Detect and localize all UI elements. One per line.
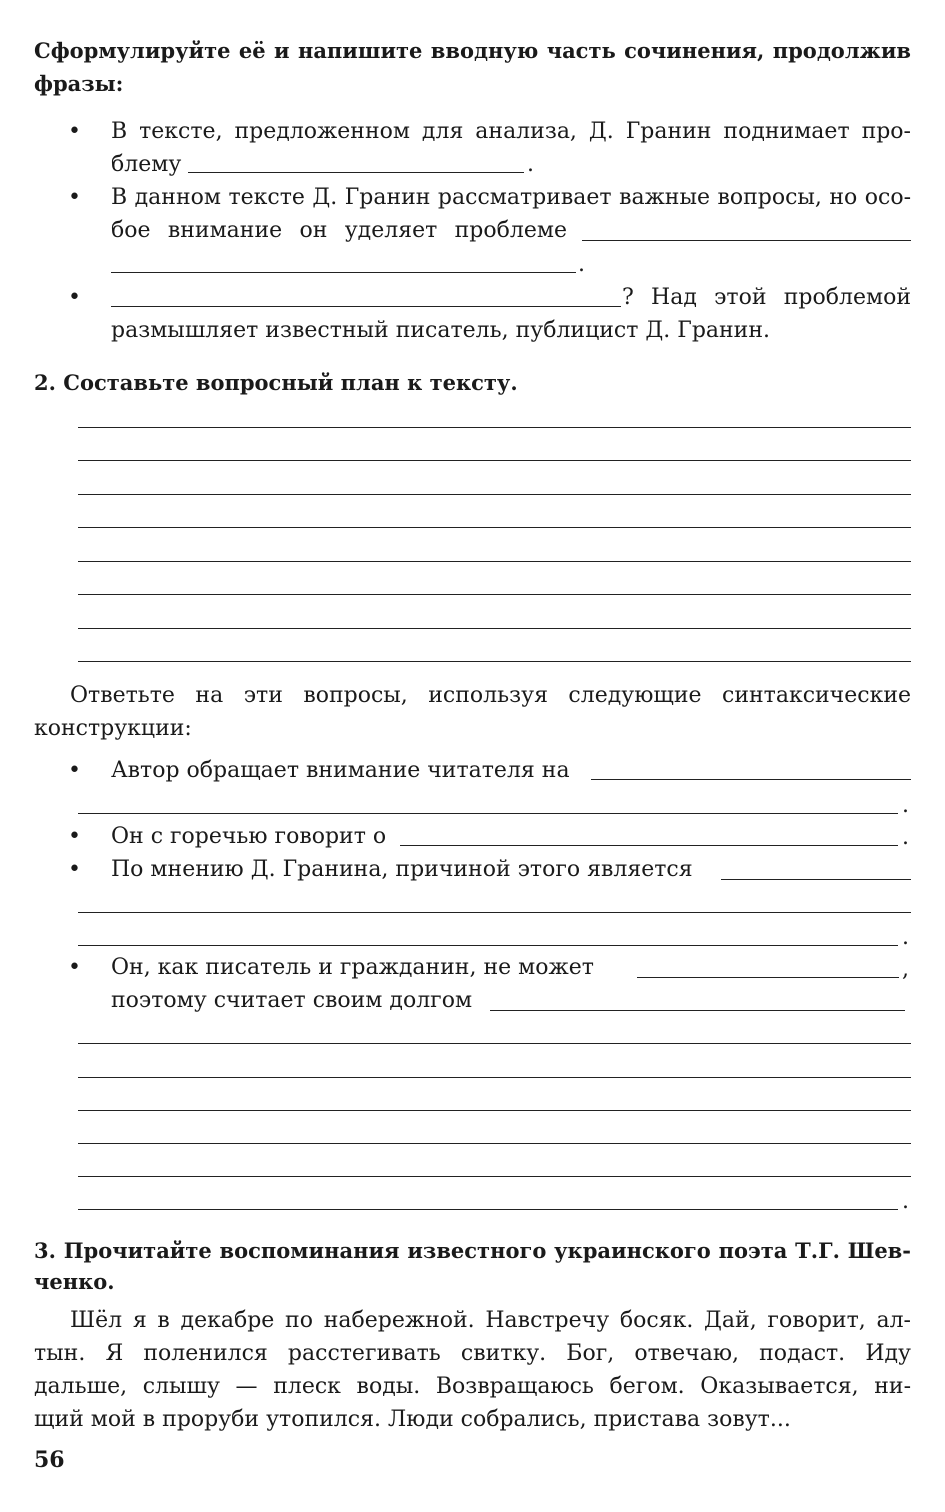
answer-line[interactable] <box>78 494 911 495</box>
construction-4-line-1: Он, как писатель и гражданин, не может <box>111 955 594 980</box>
task-3-heading-line-1: 3. Прочитайте воспоминания известного украинского поэта Т.Г. Шев- <box>34 1238 911 1263</box>
bullet-icon: • <box>68 758 81 783</box>
task-3-text-line-4: щий мой в проруби утопился. Люди собрались, пристава зовут... <box>34 1407 791 1432</box>
answer-blank[interactable] <box>78 912 911 913</box>
phrase-2-line-2: бое внимание он уделяет проблеме <box>111 218 567 243</box>
answer-line[interactable] <box>78 1143 911 1144</box>
answer-line[interactable] <box>78 460 911 461</box>
answer-blank[interactable] <box>582 240 911 241</box>
construction-2: Он с горечью говорит о <box>111 824 387 849</box>
period-mark: . <box>527 152 534 177</box>
answer-line[interactable] <box>78 594 911 595</box>
bullet-icon: • <box>68 185 81 210</box>
bullet-icon: • <box>68 119 81 144</box>
answer-line[interactable] <box>78 561 911 562</box>
task-3-heading-line-2: ченко. <box>34 1269 115 1294</box>
phrase-1-line-1: В тексте, предложенном для анализа, Д. Гранин поднимает про- <box>111 119 911 144</box>
answer-line[interactable] <box>78 527 911 528</box>
answer-blank[interactable] <box>111 272 576 273</box>
period-mark: . <box>902 925 909 950</box>
answer-blank[interactable] <box>78 945 898 946</box>
task-3-text-line-1: Шёл я в декабре по набережной. Навстречу босяк. Дай, говорит, ал- <box>70 1308 911 1333</box>
answer-line[interactable] <box>78 1077 911 1078</box>
task-3-text-line-3: дальше, слышу — плеск воды. Возвращаюсь бегом. Оказывается, ни- <box>34 1374 911 1399</box>
answer-line[interactable] <box>78 628 911 629</box>
bullet-icon: • <box>68 285 81 310</box>
answer-line[interactable] <box>78 1209 898 1210</box>
answer-blank[interactable] <box>111 306 621 307</box>
answer-blank[interactable] <box>400 845 898 846</box>
period-mark: . <box>902 793 909 818</box>
answer-blank[interactable] <box>78 813 898 814</box>
task-3-text-line-2: тын. Я поленился расстегивать свитку. Бог, отвечаю, подаст. Иду <box>34 1341 911 1366</box>
construction-3: По мнению Д. Гранина, причиной этого является <box>111 857 693 882</box>
period-mark: . <box>902 825 909 850</box>
answer-blank[interactable] <box>721 879 911 880</box>
construction-4-line-2: поэтому считает своим долгом <box>111 988 473 1013</box>
task-2-heading: 2. Составьте вопросный план к тексту. <box>34 370 518 395</box>
workbook-page <box>34 0 911 1512</box>
answer-line[interactable] <box>78 661 911 662</box>
answer-line[interactable] <box>78 1176 911 1177</box>
bullet-icon: • <box>68 857 81 882</box>
bullet-icon: • <box>68 955 81 980</box>
answer-blank[interactable] <box>591 779 911 780</box>
bullet-icon: • <box>68 824 81 849</box>
page-number: 56 <box>34 1447 65 1473</box>
answer-intro-line-1: Ответьте на эти вопросы, используя следующие синтаксические <box>70 683 911 708</box>
phrase-1-line-2: блему <box>111 152 182 177</box>
answer-blank[interactable] <box>490 1010 905 1011</box>
phrase-3-line-2: размышляет известный писатель, публицист Д. Гранин. <box>111 318 771 343</box>
intro-line-2: фразы: <box>34 71 124 96</box>
comma-mark: , <box>902 957 909 982</box>
answer-line[interactable] <box>78 1043 911 1044</box>
answer-blank[interactable] <box>637 977 899 978</box>
period-mark: . <box>578 252 585 277</box>
answer-line[interactable] <box>78 1110 911 1111</box>
period-mark: . <box>902 1189 909 1214</box>
answer-intro-line-2: конструкции: <box>34 716 192 741</box>
phrase-2-line-1: В данном тексте Д. Гранин рассматривает важные вопросы, но осо- <box>111 185 911 210</box>
phrase-3-line-1: ? Над этой проблемой <box>622 285 911 310</box>
answer-line[interactable] <box>78 427 911 428</box>
intro-line-1: Сформулируйте её и напишите вводную часть сочинения, продолжив <box>34 38 911 63</box>
answer-blank[interactable] <box>188 172 524 173</box>
construction-1: Автор обращает внимание читателя на <box>111 758 570 783</box>
